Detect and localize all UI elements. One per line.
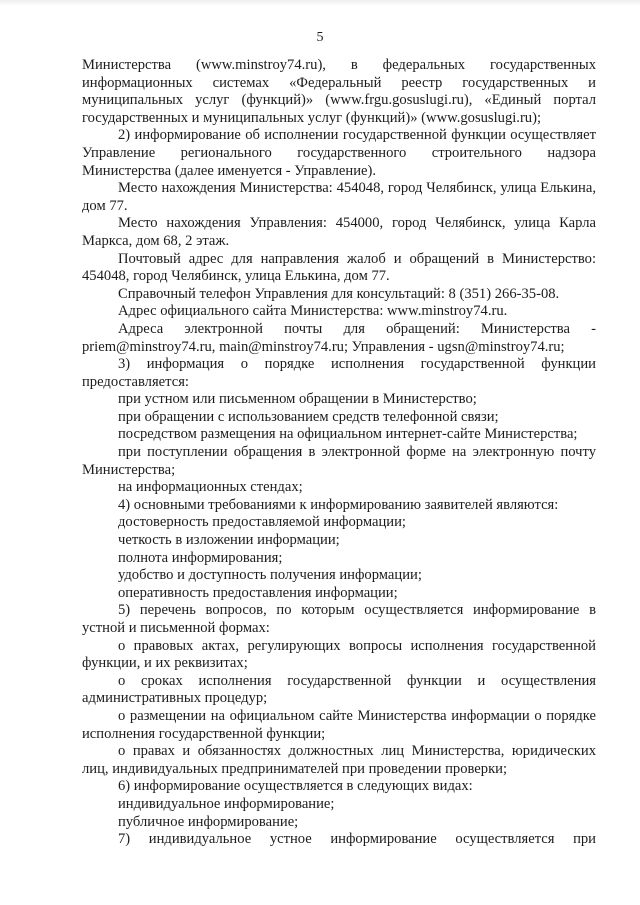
list-item: при устном или письменном обращении в Министерство; (118, 391, 477, 408)
paragraph-item-3: 3) информация о порядке исполнения государственной функции предоставляется: (82, 356, 596, 390)
list-item: при обращении с использованием средств телефонной связи; (118, 408, 499, 425)
paragraph-department-location: Место нахождения Управления: 454000, город Челябинск, улица Карла Маркса, дом 68, 2 этаж. (82, 215, 596, 249)
paragraph-ministry-location: Место нахождения Министерства: 454048, город Челябинск, улица Елькина, дом 77. (82, 180, 596, 214)
list-item: публичное информирование; (118, 813, 299, 830)
list-item: при поступлении обращения в электронной форме на электронную почту Министерства; (82, 444, 596, 478)
list-item: о сроках исполнения государственной функции и осуществления административных процедур; (82, 672, 596, 707)
paragraph-item-6: 6) информирование осуществляется в следующих видах: (118, 778, 473, 795)
paragraph-website: Адрес официального сайта Министерства: www.minstroy74.ru. (118, 303, 508, 320)
list-item: посредством размещения на официальном интернет-сайте Министерства; (118, 426, 578, 443)
paragraph-item-7: 7) индивидуальное устное информирование осуществляется при (118, 831, 596, 848)
paragraph-postal-address: Почтовый адрес для направления жалоб и обращений в Министерство: 454048, город Челябинск, улица Елькина, дом 77. (82, 250, 596, 285)
paragraph-email: Адреса электронной почты для обращений: Министерства - priem@minstroy74.ru, main@minstroy74.ru; Управления - ugsn@minstroy74.ru; (82, 320, 596, 355)
paragraph-phone: Справочный телефон Управления для консультаций: 8 (351) 266-35-08. (118, 285, 560, 302)
list-item: полнота информирования; (118, 549, 283, 566)
paragraph-continuation: Министерства (www.minstroy74.ru), в федеральных государственных информационных системах «Федеральный реестр государственных и муниципальных услуг (функций)» (www.frgu.gosuslugi.ru), «Единый портал государственных и муниципальных услуг (функций)» (www.gosuslugi.ru); (82, 57, 596, 126)
list-item: о правовых актах, регулирующих вопросы исполнения государственной функции, и их реквизитах; (82, 637, 596, 672)
list-item: достоверность предоставляемой информации; (118, 514, 406, 531)
paragraph-item-2: 2) информирование об исполнении государственной функции осуществляет Управление регионального государственного строительного надзора Министерства (далее именуется - Управление). (82, 127, 596, 179)
page-number: 5 (316, 30, 324, 45)
list-item: на информационных стендах; (118, 479, 303, 496)
list-item: оперативность предоставления информации; (118, 584, 398, 601)
list-item: о правах и обязанностях должностных лиц Министерства, юридических лиц, индивидуальных предпринимателей при проведении проверки; (82, 743, 596, 777)
paragraph-item-5: 5) перечень вопросов, по которым осуществляется информирование в устной и письменной формах: (82, 602, 596, 636)
paragraph-item-4: 4) основными требованиями к информированию заявителей являются: (118, 496, 559, 513)
list-item: четкость в изложении информации; (118, 532, 340, 549)
list-item: удобство и доступность получения информации; (118, 567, 422, 584)
scan-edge (0, 0, 640, 6)
list-item: индивидуальное информирование; (118, 795, 335, 812)
document-body (82, 57, 596, 849)
list-item: о размещении на официальном сайте Министерства информации о порядке исполнения государственной функции; (82, 707, 596, 742)
